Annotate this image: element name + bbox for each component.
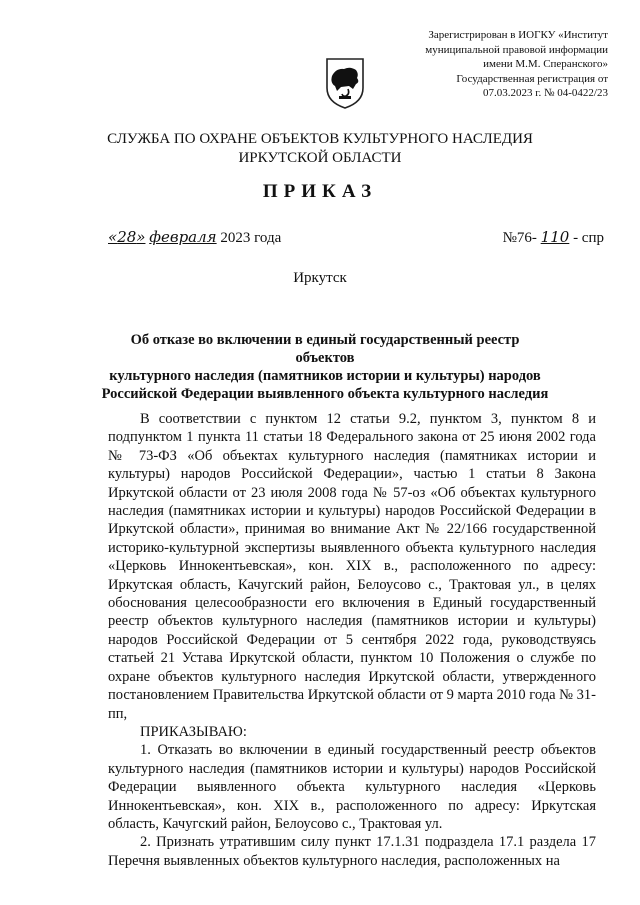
- agency-line: СЛУЖБА ПО ОХРАНЕ ОБЪЕКТОВ КУЛЬТУРНОГО НАСЛЕДИЯ: [107, 131, 533, 147]
- subject-line: Российской Федерации выявленного объекта культурного наследия: [101, 386, 549, 402]
- coat-of-arms-icon: [324, 56, 366, 110]
- registration-line: Государственная регистрация от: [456, 72, 608, 85]
- order-date: [108, 228, 281, 247]
- registration-stamp: [398, 28, 608, 101]
- date-month: февраля: [149, 228, 217, 246]
- date-day: 28: [117, 228, 137, 246]
- order-word: ПРИКАЗЫВАЮ:: [140, 723, 247, 740]
- registration-line: Зарегистрирован в ИОГКУ «Институт: [428, 29, 608, 41]
- order-number-prefix: №76-: [502, 230, 537, 246]
- order-body: [108, 410, 596, 870]
- order-item-1: 1. Отказать во включении в единый государственный реестр объектов культурного наследия (памятников истории и культуры) народов Российской Федерации выявленного объекта культурного наследия «Церковь Иннокентьевская», кон. XIX в., расположенного по адресу: Иркутская область, Качугский район, Белоусово с., Трактовая ул.: [108, 742, 596, 832]
- date-year: 2023 года: [220, 230, 282, 246]
- order-number-value: 110: [540, 228, 570, 246]
- subject-line: Об отказе во включении в единый государственный реестр объектов: [130, 332, 520, 366]
- order-item-2: 2. Признать утратившим силу пункт 17.1.31 подраздела 17.1 раздела 17 Перечня выявленных объектов культурного наследия, расположенных на: [108, 834, 596, 869]
- registration-line: муниципальной правовой информации: [425, 43, 608, 56]
- date-quote-open: «: [108, 228, 118, 246]
- agency-line: ИРКУТСКОЙ ОБЛАСТИ: [238, 150, 402, 166]
- registration-line: имени М.М. Сперанского»: [483, 58, 608, 70]
- document-title: ПРИКАЗ: [262, 181, 378, 202]
- agency-name: [0, 130, 640, 168]
- preamble-paragraph: В соответствии с пунктом 12 статьи 9.2, пунктом 3, пунктом 8 и подпунктом 1 пункта 11 статьи 18 Федерального закона от 25 июня 2002 года № 73-ФЗ «Об объектах культурного наследия (памятниках истории и культуры) народов Российской Федерации», частью 1 статьи 8 Закона Иркутской области от 23 июля 2008 года № 57-оз «Об объектах культурного наследия (памятниках истории и культуры) народов Российской Федерации в Иркутской области», принимая во внимание Акт № 22/166 государственной историко-культурной экспертизы выявленного объекта культурного наследия «Церковь Иннокентьевская», кон. XIX в., расположенного по адресу: Иркутская область, Качугский район, Белоусово с., Трактовая ул., в целях обоснования целесообразности его включения в Единый государственный реестр объектов культурного наследия (памятников истории и культуры) народов Российской Федерации от 5 сентября 2022 года, руководствуясь статьей 21 Устава Иркутской области, пунктом 10 Положения о службе по охране объектов культурного наследия Иркутской области, утвержденного постановлением Правительства Иркутской области от 9 марта 2010 года № 31-пп,: [108, 411, 596, 722]
- subject-line: культурного наследия (памятников истории и культуры) народов: [109, 368, 541, 384]
- date-quote-close: »: [136, 228, 146, 246]
- city: Иркутск: [293, 270, 347, 286]
- order-number: [503, 228, 604, 247]
- registration-line: 07.03.2023 г. № 04-0422/23: [483, 87, 608, 99]
- order-number-suffix: - спр: [573, 230, 604, 246]
- order-subject: [100, 331, 550, 403]
